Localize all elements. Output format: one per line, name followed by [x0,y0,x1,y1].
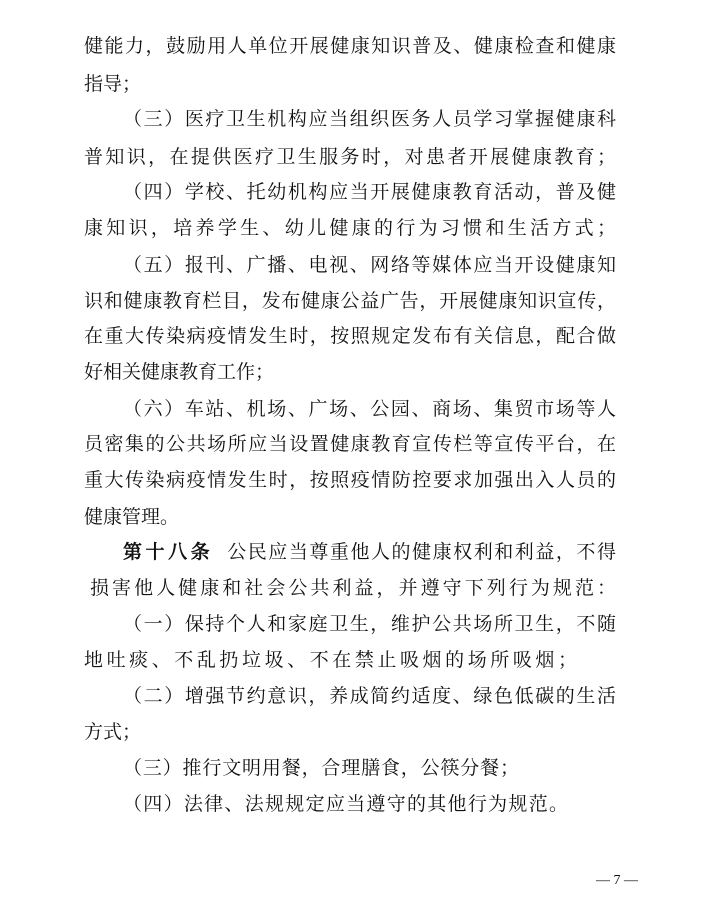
text-line: 损害他人健康和社会公共利益，并遵守下列行为规范： [90,577,616,599]
text-line: 指导； [84,73,142,95]
text-line: 重大传染病疫情发生时，按照疫情防控要求加强出入人员的 [84,469,616,491]
text-line: 健能力，鼓励用人单位开展健康知识普及、健康检查和健康 [84,35,616,57]
text-line: （一）保持个人和家庭卫生，维护公共场所卫生，不随 [123,613,616,635]
article-number: 第十八条 [123,541,214,563]
text-line: 员密集的公共场所应当设置健康教育宣传栏等宣传平台，在 [84,433,616,455]
text-line: 康知识，培养学生、幼儿健康的行为习惯和生活方式； [84,217,616,239]
text-line: （四）学校、托幼机构应当开展健康教育活动，普及健 [123,181,616,203]
page-number: — 7 — [596,873,638,888]
text-line: 地吐痰、不乱扔垃圾、不在禁止吸烟的场所吸烟； [84,649,577,671]
text-line: （二）增强节约意识，养成简约适度、绿色低碳的生活 [123,685,616,707]
text-line: 好相关健康教育工作； [84,361,275,383]
article-text: 公民应当尊重他人的健康权利和利益，不得 [227,541,616,563]
text-line: （四）法律、法规规定应当遵守的其他行为规范。 [123,793,568,815]
text-line: （三）推行文明用餐，合理膳食，公筷分餐； [123,757,519,779]
article-heading-line [123,535,616,569]
text-line: （三）医疗卫生机构应当组织医务人员学习掌握健康科 [123,108,616,130]
text-line: 健康管理。 [84,506,180,528]
text-line: 普知识，在提供医疗卫生服务时，对患者开展健康教育； [84,146,616,168]
text-line: 方式； [84,721,142,743]
text-line: （五）报刊、广播、电视、网络等媒体应当开设健康知 [123,254,616,276]
text-line: 识和健康教育栏目，发布健康公益广告，开展健康知识宣传， [84,290,616,312]
text-line: 在重大传染病疫情发生时，按照规定发布有关信息，配合做 [84,325,616,347]
text-line: （六）车站、机场、广场、公园、商场、集贸市场等人 [123,398,616,420]
